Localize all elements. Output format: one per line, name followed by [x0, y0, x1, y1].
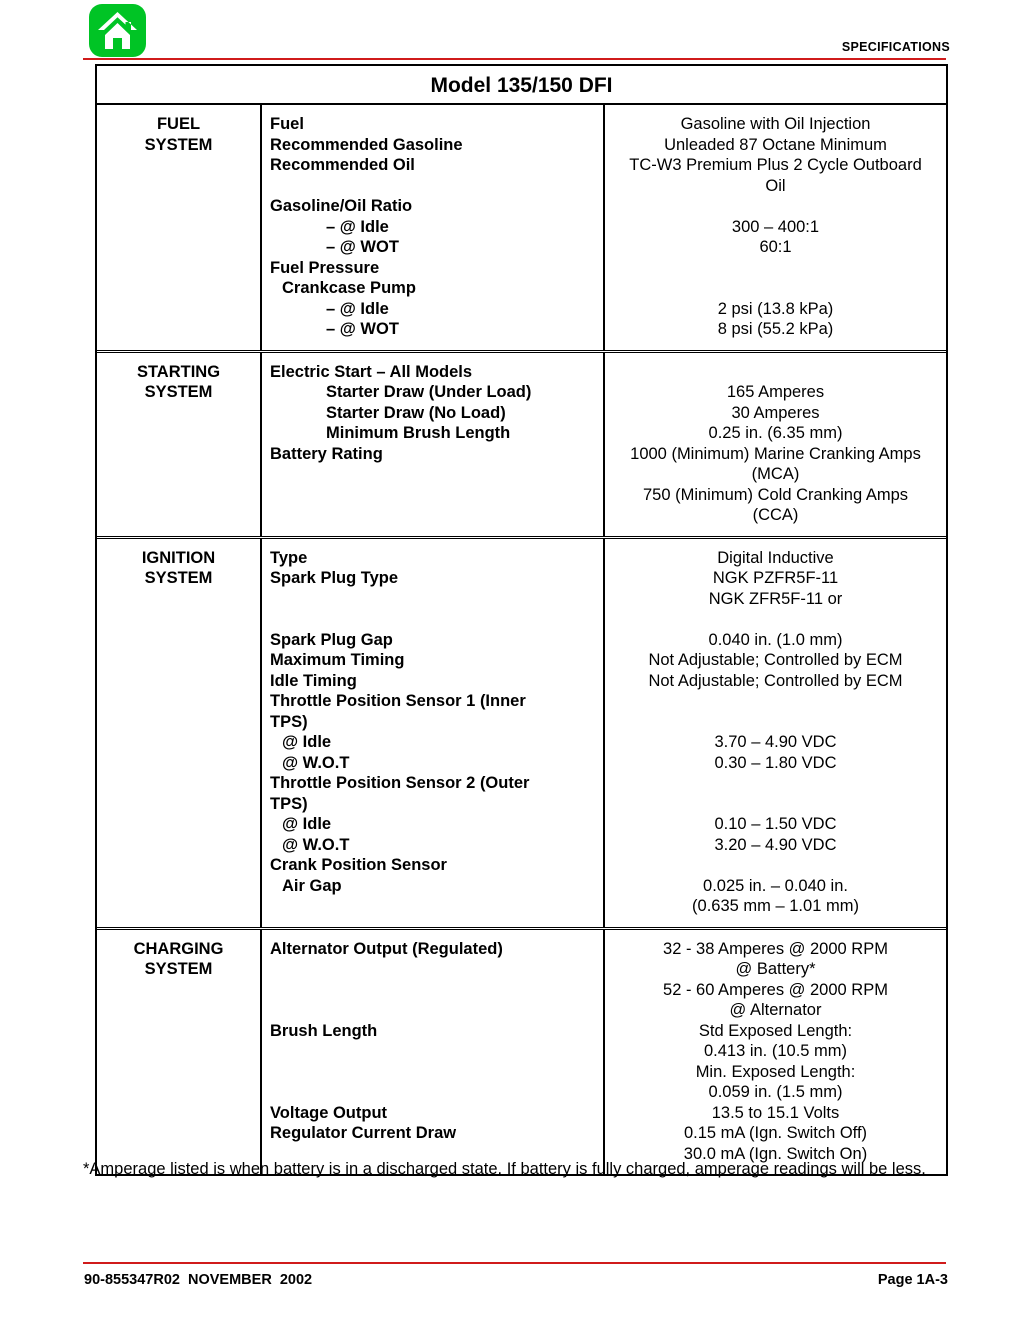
system-name-cell — [97, 539, 262, 927]
spacer-line — [613, 196, 938, 217]
system-name-cell — [97, 353, 262, 536]
spec-value: (CCA) — [752, 506, 799, 524]
spec-value: (MCA) — [751, 465, 800, 483]
page-header — [0, 0, 1024, 62]
spacer-line — [270, 1041, 597, 1062]
spec-value-cell — [605, 539, 946, 927]
spec-label: TPS) — [270, 712, 308, 731]
spacer-line — [270, 464, 597, 485]
spec-value: 165 Amperes — [726, 383, 825, 401]
spec-value: (0.635 mm – 1.01 mm) — [692, 897, 859, 915]
spec-value: 0.413 in. (10.5 mm) — [703, 1042, 848, 1060]
spacer-line — [613, 794, 938, 815]
spec-label: Alternator Output (Regulated) — [270, 939, 503, 958]
spec-label: Spark Plug Type — [270, 569, 399, 587]
footer-page-number: Page 1A-3 — [877, 1272, 948, 1288]
spec-value: 60:1 — [759, 238, 792, 256]
spec-value: 3.70 – 4.90 VDC — [714, 733, 837, 751]
spacer-line — [270, 1062, 597, 1083]
spacer-line — [270, 589, 597, 610]
spec-label: Type — [270, 548, 308, 567]
spec-value: 3.20 – 4.90 VDC — [714, 835, 837, 854]
spec-value: Min. Exposed Length: — [695, 1062, 856, 1081]
spec-value: 1000 (Minimum) Marine Cranking Amps — [630, 444, 921, 463]
system-name-line: FUEL — [156, 115, 201, 133]
spec-label-cell — [262, 539, 605, 927]
spec-value: 13.5 to 15.1 Volts — [711, 1103, 840, 1122]
spec-label: Throttle Position Sensor 2 (Outer — [270, 774, 530, 792]
spec-label: @ Idle — [282, 815, 332, 833]
spacer-line — [613, 855, 938, 876]
spec-label: Electric Start – All Models — [270, 362, 473, 381]
section-title: SPECIFICATIONS — [841, 40, 950, 54]
spec-value: 30.0 mA (Ign. Switch On) — [683, 1144, 868, 1163]
spacer-line — [613, 712, 938, 733]
spec-label: Fuel Pressure — [270, 258, 380, 277]
spec-value: 52 - 60 Amperes @ 2000 RPM — [663, 980, 888, 999]
spec-value: Not Adjustable; Controlled by ECM — [648, 671, 903, 690]
spacer-line — [270, 609, 597, 630]
spacer-line — [613, 773, 938, 794]
spec-label: @ W.O.T — [282, 835, 350, 854]
spec-label: Voltage Output — [270, 1103, 388, 1122]
spec-value: @ Alternator — [729, 1001, 822, 1019]
spec-value: NGK ZFR5F-11 or — [708, 589, 843, 608]
spec-value: TC-W3 Premium Plus 2 Cycle Outboard — [629, 156, 922, 174]
system-name-line: IGNITION — [141, 548, 216, 567]
spacer-line — [613, 278, 938, 299]
table-row — [97, 353, 946, 539]
spacer-line — [613, 258, 938, 279]
spec-value: Digital Inductive — [717, 548, 834, 567]
spec-value: 300 – 400:1 — [731, 217, 820, 236]
spec-label: Recommended Oil — [270, 156, 415, 174]
table-title: Model 135/150 DFI — [97, 66, 946, 105]
system-name-line: SYSTEM — [144, 960, 213, 978]
specifications-table — [95, 64, 948, 1176]
spacer-line — [613, 691, 938, 712]
spec-value: Gasoline with Oil Injection — [680, 115, 871, 133]
spec-value: 32 - 38 Amperes @ 2000 RPM — [663, 939, 888, 958]
spec-value: Std Exposed Length: — [698, 1021, 853, 1040]
spacer-line — [270, 505, 597, 526]
spec-label: Throttle Position Sensor 1 (Inner — [270, 692, 526, 710]
spec-value: 8 psi (55.2 kPa) — [717, 320, 834, 338]
spec-value: 30 Amperes — [731, 403, 820, 422]
table-body — [97, 105, 946, 1174]
spacer-line — [270, 959, 597, 980]
spec-label: Crank Position Sensor — [270, 856, 447, 874]
spec-value: 2 psi (13.8 kPa) — [717, 299, 834, 318]
spec-label: Air Gap — [282, 876, 342, 895]
spec-label: Brush Length — [270, 1021, 378, 1040]
spec-value: 0.10 – 1.50 VDC — [714, 815, 837, 833]
spec-label-cell — [262, 353, 605, 536]
spacer-line — [270, 176, 597, 197]
table-row — [97, 539, 946, 930]
system-name-line: SYSTEM — [144, 135, 213, 154]
spec-value: 0.059 in. (1.5 mm) — [708, 1083, 843, 1101]
spec-value-cell — [605, 353, 946, 536]
spacer-line — [613, 609, 938, 630]
spec-label: Spark Plug Gap — [270, 630, 393, 649]
system-name-line: SYSTEM — [144, 569, 213, 587]
spec-value: 0.025 in. – 0.040 in. — [703, 876, 848, 895]
footer-document-id: 90-855347R02 NOVEMBER 2002 — [84, 1272, 313, 1288]
spec-label: @ W.O.T — [282, 753, 350, 772]
spec-label: Idle Timing — [270, 671, 357, 690]
home-icon[interactable] — [89, 4, 146, 57]
spec-value: Not Adjustable; Controlled by ECM — [648, 651, 903, 669]
system-name-cell — [97, 930, 262, 1175]
spec-value-cell — [605, 930, 946, 1175]
spacer-line — [270, 980, 597, 1001]
system-name-line: STARTING — [136, 362, 221, 381]
spec-label: Battery Rating — [270, 444, 383, 463]
spec-label: Starter Draw (No Load) — [326, 403, 506, 422]
spec-value-cell — [605, 105, 946, 350]
spec-label: Regulator Current Draw — [270, 1124, 457, 1142]
spec-label-cell — [262, 930, 605, 1175]
system-name-line: SYSTEM — [144, 383, 213, 401]
table-row — [97, 105, 946, 353]
spec-label-cell — [262, 105, 605, 350]
spec-value: Oil — [765, 176, 786, 195]
spec-value: 0.15 mA (Ign. Switch Off) — [683, 1124, 868, 1142]
spec-label: – @ WOT — [326, 238, 399, 256]
spec-value: @ Battery* — [735, 960, 816, 978]
spec-label: Gasoline/Oil Ratio — [270, 197, 413, 215]
spec-label: Crankcase Pump — [282, 279, 416, 297]
spec-label: – @ Idle — [326, 299, 389, 318]
footer-divider — [83, 1262, 946, 1264]
spec-value: 0.30 – 1.80 VDC — [714, 753, 837, 772]
system-name-cell — [97, 105, 262, 350]
spec-label: – @ Idle — [326, 217, 389, 236]
spec-value: NGK PZFR5F-11 — [712, 569, 839, 587]
spec-label: Recommended Gasoline — [270, 135, 463, 154]
spec-value: 0.25 in. (6.35 mm) — [708, 424, 843, 442]
header-divider — [83, 58, 946, 60]
table-row — [97, 930, 946, 1175]
spacer-line — [270, 1082, 597, 1103]
spacer-line — [270, 485, 597, 506]
spec-label: Starter Draw (Under Load) — [326, 383, 532, 401]
system-name-line: CHARGING — [133, 939, 224, 958]
spec-value: 750 (Minimum) Cold Cranking Amps — [642, 485, 908, 504]
spec-value: 0.040 in. (1.0 mm) — [708, 630, 843, 649]
spec-label: @ Idle — [282, 733, 332, 751]
spacer-line — [270, 896, 597, 917]
table-footnote: *Amperage listed is when battery is in a discharged state. If battery is fully charged, amperage readings will be less. — [83, 1160, 926, 1178]
spacer-line — [270, 1000, 597, 1021]
spacer-line — [613, 362, 938, 383]
spec-label: Maximum Timing — [270, 651, 405, 669]
spec-value: Unleaded 87 Octane Minimum — [664, 135, 887, 154]
spec-label: Minimum Brush Length — [326, 424, 511, 442]
spec-label: – @ WOT — [326, 320, 399, 338]
spec-label: TPS) — [270, 794, 308, 813]
spec-label: Fuel — [270, 115, 304, 133]
